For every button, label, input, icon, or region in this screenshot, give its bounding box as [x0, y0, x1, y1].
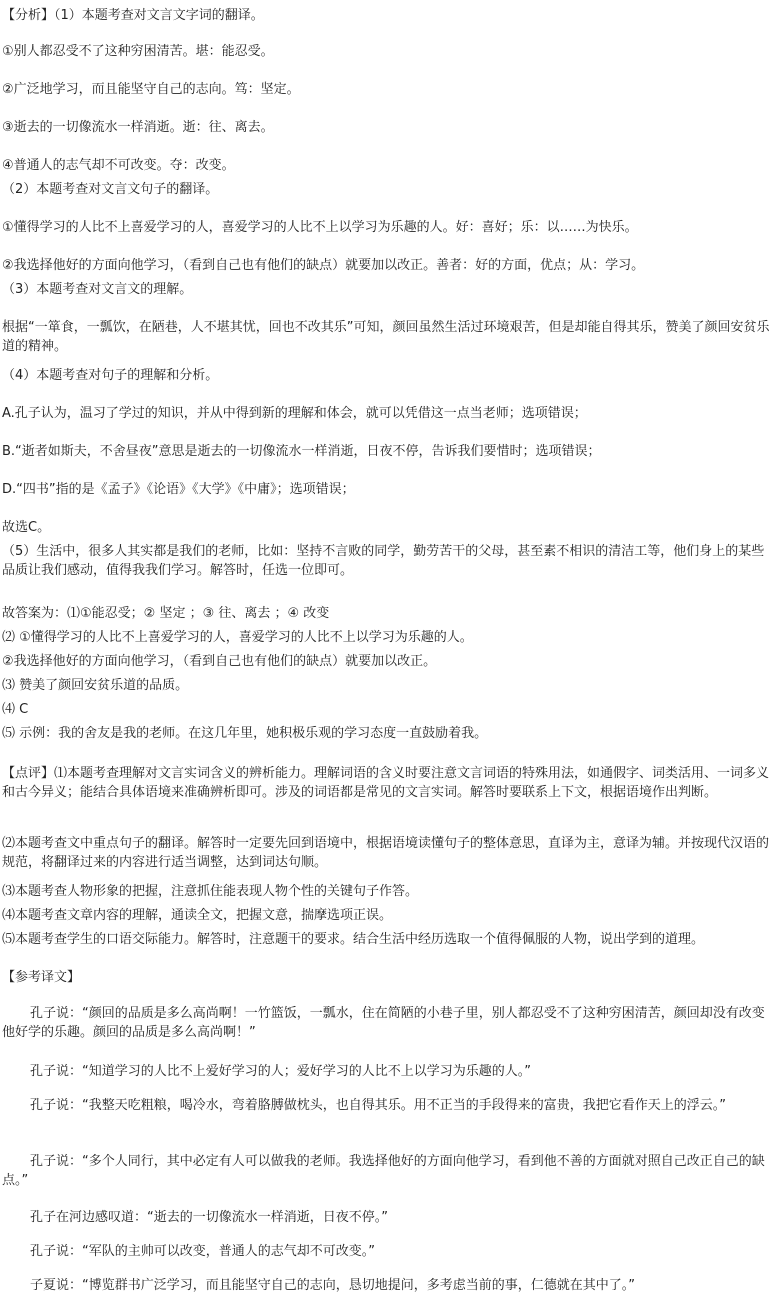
answer-line: ⑷ C — [2, 702, 29, 717]
analysis-paragraph: 根据“一箪食，一瓢饮，在陋巷，人不堪其忧，回也不改其乐”可知，颜回虽然生活过环境艰苦，但是却能自得其乐，赞美了颜回安贫乐道的精神。 — [2, 320, 770, 354]
analysis-line: ②我选择他好的方面向他学习，（看到自己也有他们的缺点）就要加以改正。善者：好的方面，优点；从：学习。 — [2, 258, 645, 273]
analysis-line: ③逝去的一切像流水一样消逝。逝：往、离去。 — [2, 120, 274, 135]
analysis-line: ②广泛地学习，而且能坚守自己的志向。笃：坚定。 — [2, 82, 300, 97]
translation-line: 孔子在河边感叹道：“逝去的一切像流水一样消逝，日夜不停。” — [30, 1210, 388, 1225]
translation-line: 孔子说：“知道学习的人比不上爱好学习的人；爱好学习的人比不上以学习为乐趣的人。” — [30, 1064, 531, 1079]
translation-line: 子夏说：“博览群书广泛学习，而且能坚守自己的志向，恳切地提问，多考虑当前的事，仁德就在其中了。” — [30, 1278, 635, 1293]
translation-heading: 【参考译文】 — [2, 970, 81, 985]
comment-paragraph: ⑵本题考查文中重点句子的翻译。解答时一定要先回到语境中，根据语境读懂句子的整体意思，直译为主，意译为辅。并按现代汉语的规范，将翻译过来的内容进行适当调整，达到词达句顺。 — [2, 836, 770, 870]
analysis-line: A.孔子认为，温习了学过的知识，并从中得到新的理解和体会，就可以凭借这一点当老师；选项错误； — [2, 406, 587, 421]
analysis-line: 故选C。 — [2, 520, 51, 535]
analysis-line: ④普通人的志气却不可改变。夺：改变。 — [2, 158, 235, 173]
answer-line: 故答案为：⑴①能忍受；② 坚定 ；③ 往、离去 ；④ 改变 — [2, 606, 330, 621]
analysis-paragraph: （5）生活中，很多人其实都是我们的老师，比如：坚持不言败的同学，勤劳苦干的父母，甚至素不相识的清洁工等，他们身上的某些品质让我们感动，值得我我们学习。解答时，任选一位即可。 — [2, 544, 765, 578]
analysis-line: B.“逝者如斯夫，不舍昼夜”意思是逝去的一切像流水一样消逝，日夜不停，告诉我们要惜时；选项错误； — [2, 444, 601, 459]
analysis-line: D.“四书”指的是《孟子》《论语》《大学》《中庸》；选项错误； — [2, 482, 355, 497]
translation-paragraph: 孔子说：“多个人同行，其中必定有人可以做我的老师。我选择他好的方面向他学习，看到他不善的方面就对照自己改正自己的缺点。” — [2, 1154, 765, 1188]
comment-line: ⑶本题考查人物形象的把握，注意抓住能表现人物个性的关键句子作答。 — [2, 884, 419, 899]
translation-paragraph: 孔子说：“颜回的品质是多么高尚啊！一竹篮饭，一瓢水，住在简陋的小巷子里，别人都忍受不了这种穷困清苦，颜回却没有改变他好学的乐趣。颜回的品质是多么高尚啊！” — [2, 1006, 765, 1040]
answer-line: ⑶ 赞美了颜回安贫乐道的品质。 — [2, 678, 189, 693]
analysis-heading: 【分析】（1）本题考查对文言文字词的翻译。 — [2, 8, 264, 23]
analysis-line: ①别人都忍受不了这种穷困清苦。堪：能忍受。 — [2, 44, 274, 59]
answer-line: ⑵ ①懂得学习的人比不上喜爱学习的人，喜爱学习的人比不上以学习为乐趣的人。 — [2, 630, 473, 645]
analysis-line: （3）本题考查对文言文的理解。 — [2, 282, 193, 297]
analysis-line: （2）本题考查对文言文句子的翻译。 — [2, 182, 219, 197]
comment-paragraph: 【点评】⑴本题考查理解对文言实词含义的辨析能力。理解词语的含义时要注意文言词语的特殊用法，如通假字、词类活用、一词多义和古今异义；能结合具体语境来准确辨析即可。涉及的词语都是常见的文言实词。解答时要联系上下文，根据语境作出判断。 — [2, 766, 770, 800]
analysis-line: ①懂得学习的人比不上喜爱学习的人，喜爱学习的人比不上以学习为乐趣的人。好：喜好；乐：以……为快乐。 — [2, 220, 638, 235]
analysis-line: （4）本题考查对句子的理解和分析。 — [2, 368, 219, 383]
translation-paragraph: 孔子说：“我整天吃粗粮，喝冷水，弯着胳膊做枕头，也自得其乐。用不正当的手段得来的富贵，我把它看作天上的浮云。” — [30, 1098, 726, 1113]
answer-line: ⑸ 示例：我的舍友是我的老师。在这几年里，她积极乐观的学习态度一直鼓励着我。 — [2, 726, 488, 741]
comment-line: ⑷本题考查文章内容的理解，通读全文，把握文意，揣摩选项正误。 — [2, 908, 393, 923]
answer-line: ②我选择他好的方面向他学习，（看到自己也有他们的缺点）就要加以改正。 — [2, 654, 437, 669]
translation-line: 孔子说：“军队的主帅可以改变，普通人的志气却不可改变。” — [30, 1244, 375, 1259]
comment-line: ⑸本题考查学生的口语交际能力。解答时，注意题干的要求。结合生活中经历选取一个值得佩服的人物，说出学到的道理。 — [2, 932, 705, 947]
